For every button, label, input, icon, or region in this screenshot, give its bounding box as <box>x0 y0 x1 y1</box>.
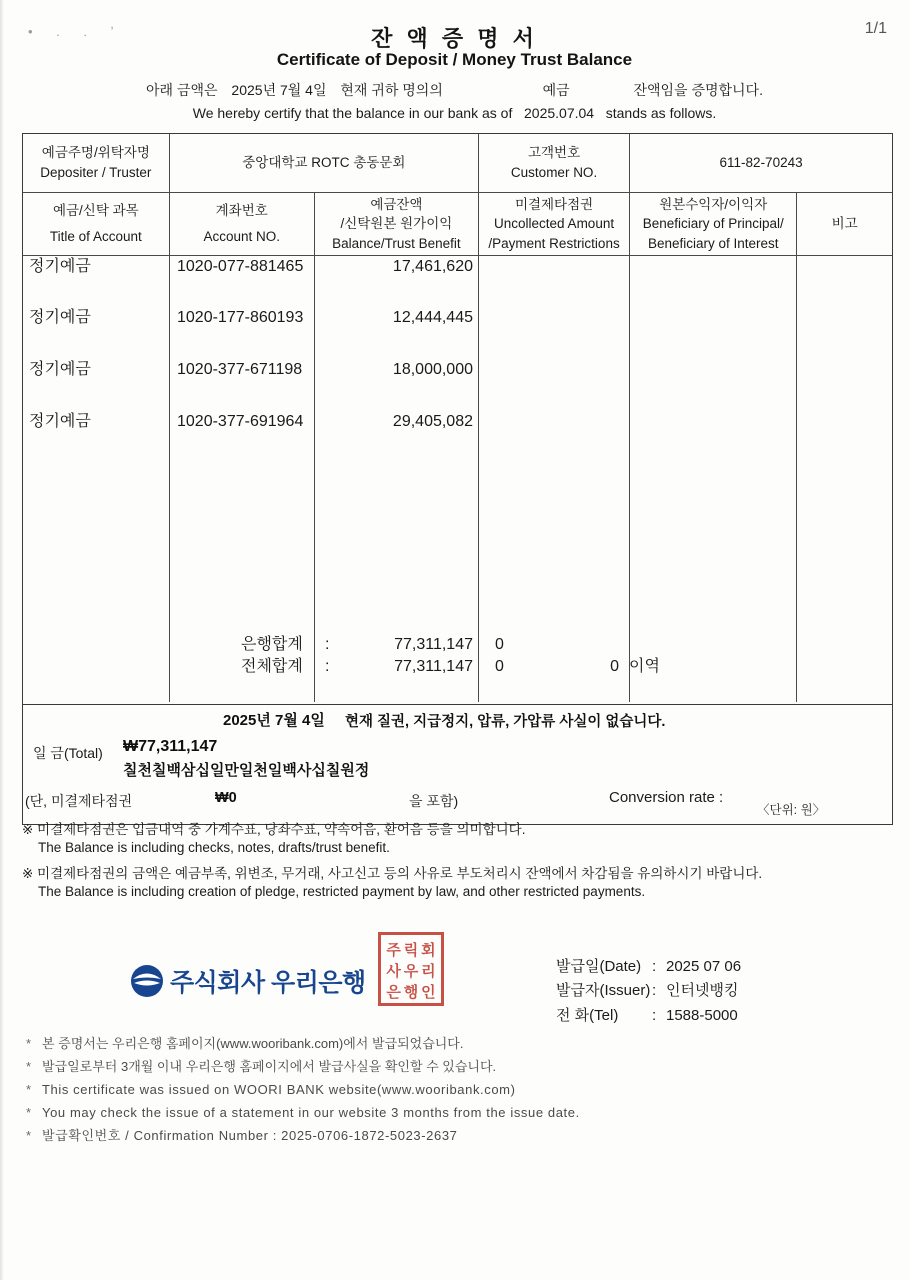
col-balance <box>314 193 478 256</box>
col-uncollected-en2: /Payment Restrictions <box>488 235 620 251</box>
customer-label-en: Customer NO. <box>510 165 598 180</box>
col-beneficiary <box>630 193 797 256</box>
account-number: 1020-377-671198 <box>177 361 303 378</box>
statement-block <box>22 705 893 825</box>
bottom-note-text: You may check the issue of a statement in our website 3 months from the issue date. <box>42 1105 580 1120</box>
certify-en-date: 2025.07.04 <box>524 105 595 121</box>
bank-name-text: 주식회사 우리은행 <box>170 969 366 997</box>
grand-total-extra-label: 이역 <box>629 658 660 675</box>
certify-ko-part3: 예금 <box>542 82 570 98</box>
col-beneficiary-ko: 원본수익자/이익자 <box>659 196 768 212</box>
issue-date-value: 2025 07 06 <box>666 958 742 975</box>
table-row <box>23 307 892 329</box>
telephone-line <box>556 1004 741 1028</box>
bottom-note-5 <box>26 1124 580 1147</box>
bullet-marker: * <box>26 1105 32 1120</box>
bank-total-uncollected: 0 <box>495 636 504 653</box>
table-row <box>23 411 892 433</box>
account-rows-layer <box>23 256 892 702</box>
customer-value-cell <box>630 134 892 193</box>
grand-total-label: 전체합계 <box>241 658 303 675</box>
bank-total-colon: : <box>325 636 330 653</box>
account-title: 정기예금 <box>29 258 91 275</box>
certification-line-korean <box>0 80 909 100</box>
seal-characters <box>385 939 437 999</box>
statement-no-restriction-note: 현재 질권, 지급정지, 압류, 가압류 사실이 없습니다. <box>345 714 666 730</box>
bullet-marker: * <box>26 1128 32 1143</box>
seal-char-8: 행 <box>403 983 419 1001</box>
account-number: 1020-377-691964 <box>177 413 304 430</box>
col-title-of-account <box>23 193 169 256</box>
account-title: 정기예금 <box>29 361 91 378</box>
issue-date-line <box>556 955 741 979</box>
depositor-label-en: Depositer / Truster <box>40 165 152 180</box>
depositor-label-ko: 예금주명/위탁자명 <box>41 145 150 161</box>
bottom-note-4 <box>26 1101 580 1124</box>
issuer-label: 발급자(Issuer) <box>556 982 651 1000</box>
bottom-note-2 <box>26 1055 580 1078</box>
bottom-note-text: 발급확인번호 / Confirmation Number : 2025-0706-1872-5023-2637 <box>42 1128 458 1143</box>
total-amount-in-words: 칠천칠백삼십일만일천일백사십칠원정 <box>123 762 370 779</box>
bank-total-amount: 77,311,147 <box>394 636 473 653</box>
issuer-separator: : <box>652 982 657 1000</box>
total-amount: ₩77,311,147 <box>123 738 218 755</box>
customer-label-cell <box>478 134 629 193</box>
certify-ko-part2: 현재 귀하 명의의 <box>340 82 443 98</box>
bottom-notes-list <box>26 1032 580 1147</box>
account-title: 정기예금 <box>29 309 91 326</box>
bullet-marker: * <box>26 1059 32 1074</box>
bottom-note-text: 발급일로부터 3개월 이내 우리은행 홈페이지에서 발급사실을 확인할 수 있습니다. <box>42 1059 497 1074</box>
conversion-rate-label: Conversion rate : <box>609 789 724 806</box>
depositor-value: 중앙대학교 ROTC 총동문회 <box>242 155 406 171</box>
col-beneficiary-en: Beneficiary of Principal/ <box>642 216 784 232</box>
seal-char-1: 주 <box>386 941 401 959</box>
issue-date-separator: : <box>652 958 657 975</box>
including-uncollected-amount: ₩0 <box>215 790 237 806</box>
currency-unit-label: 〈단위: 원〉 <box>757 803 826 817</box>
customer-number-value: 611-82-70243 <box>719 155 803 171</box>
bullet-marker: * <box>26 1082 32 1097</box>
col-account-ko: 계좌번호 <box>215 203 268 219</box>
document-title-korean: 잔 액 증 명 서 <box>371 26 538 51</box>
depositor-value-cell <box>169 134 478 193</box>
seal-char-5: 우 <box>403 962 419 980</box>
col-uncollected <box>478 193 629 256</box>
depositor-info-row <box>23 134 892 193</box>
col-title-ko: 예금/신탁 과목 <box>52 203 139 219</box>
account-number: 1020-177-860193 <box>177 309 304 326</box>
col-remarks <box>797 193 892 256</box>
col-balance-en: Balance/Trust Benefit <box>332 235 461 251</box>
balance-table <box>22 133 893 705</box>
issuer-line <box>556 979 741 1003</box>
col-uncollected-ko: 미결제타점권 <box>514 196 594 212</box>
col-balance-ko: 예금잔액 <box>370 196 423 212</box>
seal-char-4: 사 <box>386 962 401 980</box>
bottom-note-text: 본 증명서는 우리은행 홈페이지(www.wooribank.com)에서 발급되었습니다. <box>42 1036 464 1051</box>
telephone-label: 전 화(Tel) <box>556 1006 619 1024</box>
bottom-note-text: This certificate was issued on WOORI BANK website(www.wooribank.com) <box>42 1082 516 1097</box>
footnote-3: ※ 미결제타점권의 금액은 예금부족, 위변조, 무거래, 사고신고 등의 사유로 부도처리시 잔액에서 차감됨을 유의하시기 바랍니다. <box>22 866 763 881</box>
issuer-value: 인터넷뱅킹 <box>666 982 739 1000</box>
col-remarks-label: 비고 <box>831 216 858 232</box>
official-seal-stamp <box>378 932 444 1006</box>
certify-ko-part4: 잔액임을 증명합니다. <box>633 82 763 98</box>
account-balance: 18,000,000 <box>392 361 473 378</box>
woori-bank-logo-icon <box>130 964 164 998</box>
certification-line-english <box>0 105 909 121</box>
scan-artifact-marks: • . . ʼ <box>28 24 124 39</box>
bottom-note-3 <box>26 1078 580 1101</box>
table-row <box>23 359 892 381</box>
certify-ko-part1: 아래 금액은 <box>146 82 218 98</box>
account-number: 1020-077-881465 <box>177 258 304 275</box>
document-title-english: Certificate of Deposit / Money Trust Balance <box>276 50 633 69</box>
bullet-marker: * <box>26 1036 32 1051</box>
grand-total-colon: : <box>325 658 330 675</box>
account-balance: 29,405,082 <box>392 413 473 430</box>
telephone-value: 1588-5000 <box>666 1006 738 1024</box>
col-title-en: Title of Account <box>49 229 142 244</box>
col-account-en: Account NO. <box>203 229 280 244</box>
table-row <box>23 256 892 278</box>
telephone-separator: : <box>652 1006 657 1024</box>
account-balance: 12,444,445 <box>392 309 473 326</box>
seal-char-6: 리 <box>421 962 436 980</box>
grand-total-extra: 0 <box>610 658 619 675</box>
col-uncollected-en: Uncollected Amount <box>494 216 615 232</box>
seal-char-9: 인 <box>421 983 436 1001</box>
seal-char-2: 릭 <box>403 941 419 959</box>
bank-total-row <box>23 634 892 656</box>
col-account-no <box>169 193 314 256</box>
footnote-4: The Balance is including creation of pledge, restricted payment by law, and other restricted payments. <box>38 884 646 899</box>
account-balance: 17,461,620 <box>392 258 473 275</box>
depositor-label-cell <box>23 134 169 193</box>
customer-label-ko: 고객번호 <box>527 145 581 161</box>
seal-char-3: 회 <box>421 941 436 959</box>
seal-char-7: 은 <box>386 983 401 1001</box>
total-label: 일 금(Total) <box>33 745 103 761</box>
certify-en-part2: stands as follows. <box>605 105 717 121</box>
certify-ko-date: 2025년 7월 4일 <box>231 82 327 98</box>
including-uncollected-close: 을 포함) <box>409 793 459 809</box>
statement-date: 2025년 7월 4일 <box>223 712 325 729</box>
certify-en-part1: We hereby certify that the balance in our bank as of <box>192 105 513 121</box>
bank-total-label: 은행합계 <box>241 636 303 653</box>
page-indicator: 1/1 <box>864 20 887 37</box>
bank-logo <box>130 963 366 999</box>
including-uncollected-label: (단, 미결제타점권 <box>25 793 133 809</box>
issue-date-label: 발급일(Date) <box>556 958 642 975</box>
issue-details <box>556 955 741 1028</box>
col-balance-ko2: /신탁원본 원가이익 <box>340 216 453 232</box>
footnote-1: ※ 미결제타점권은 입금내역 중 가계수표, 당좌수표, 약속어음, 환어음 등을 의미합니다. <box>22 822 526 837</box>
bottom-note-1 <box>26 1032 580 1055</box>
grand-total-row <box>23 656 892 678</box>
grand-total-uncollected: 0 <box>495 658 504 675</box>
grand-total-amount: 77,311,147 <box>394 658 473 675</box>
account-title: 정기예금 <box>29 413 91 430</box>
footnote-2: The Balance is including checks, notes, drafts/trust benefit. <box>38 840 390 855</box>
column-header-row <box>23 193 892 256</box>
col-beneficiary-en2: Beneficiary of Interest <box>647 235 779 251</box>
